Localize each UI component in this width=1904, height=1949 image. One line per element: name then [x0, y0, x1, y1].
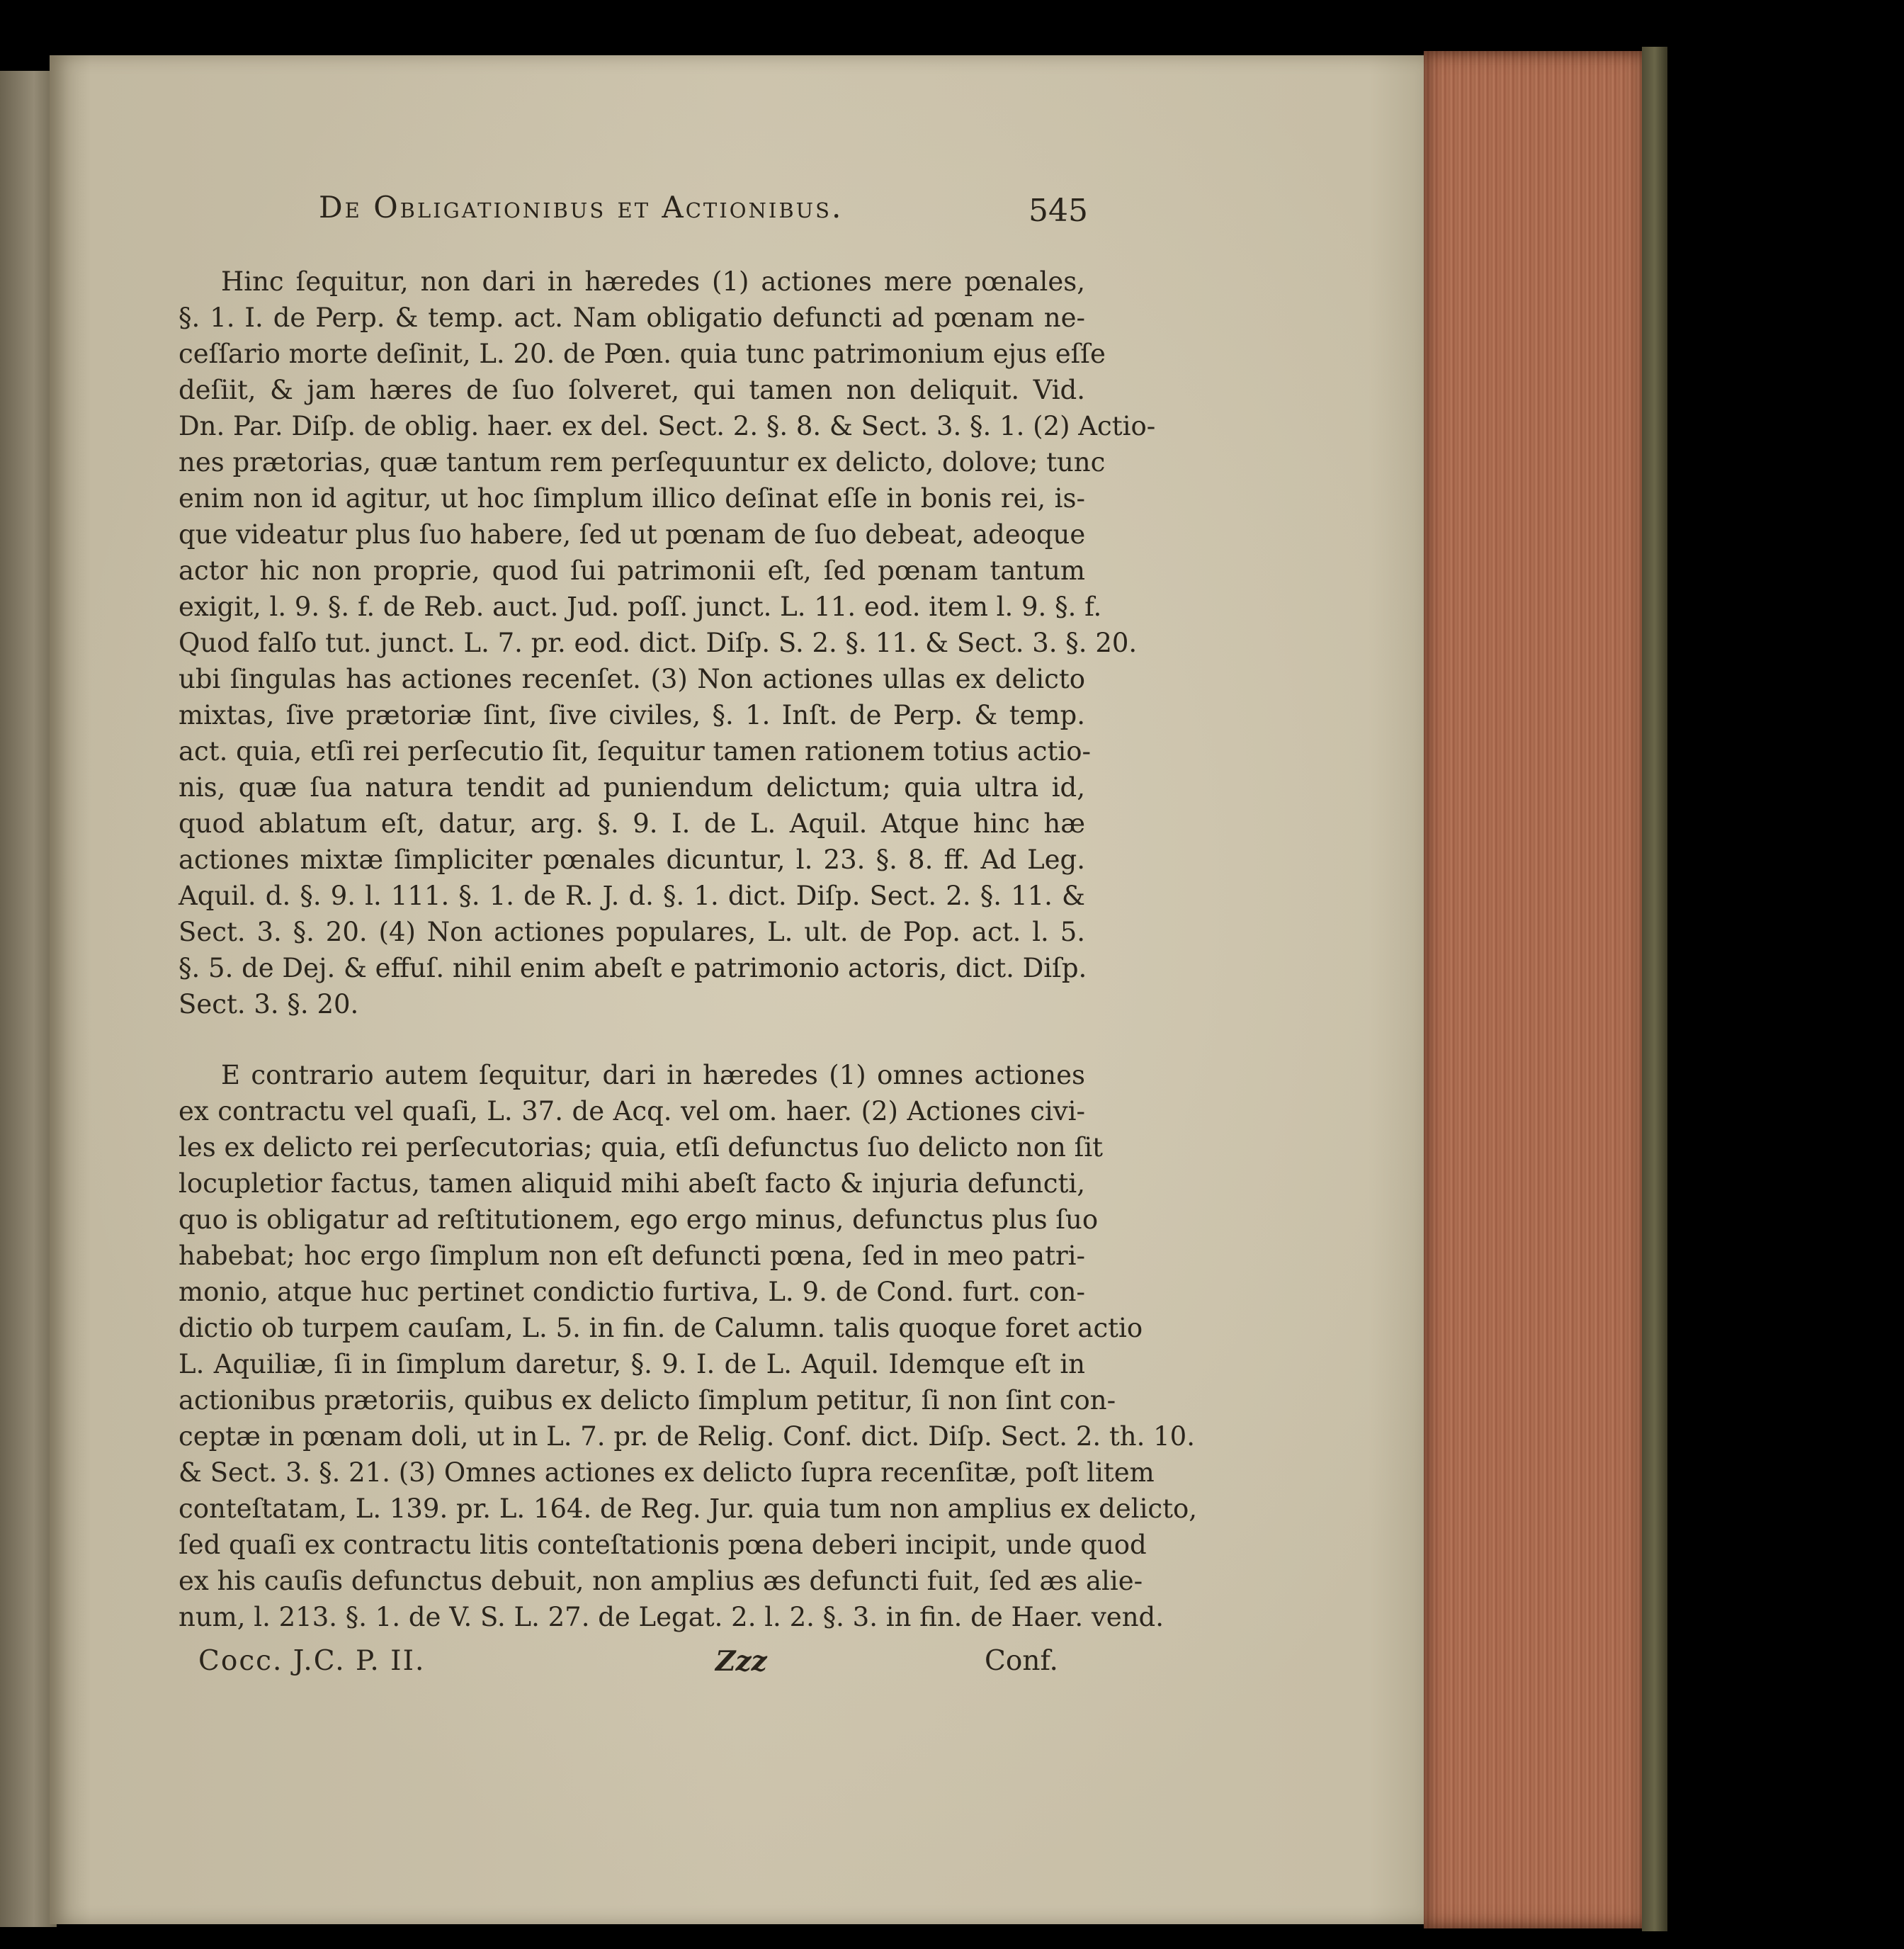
text-line: que videatur plus ſuo habere, ſed ut pœnam de ſuo debeat, adeoque [178, 519, 1086, 550]
text-line: L. Aquiliæ, ſi in ſimplum daretur, §. 9. I. de L. Aquil. Idemque eſt in [178, 1349, 1085, 1379]
book-cover-board [1642, 47, 1667, 1931]
text-line: conteſtatam, L. 139. pr. L. 164. de Reg. Jur. quia tum non amplius ex delicto, [178, 1493, 1198, 1524]
paragraph-1 [178, 264, 1156, 1022]
text-line: Sect. 3. §. 20. (4) Non actiones populares, L. ult. de Pop. act. l. 5. [178, 917, 1085, 947]
text-line: §. 1. I. de Perp. & temp. act. Nam obligatio defuncti ad pœnam ne- [178, 303, 1085, 333]
text-line: actionibus prætoriis, quibus ex delicto ſimplum petitur, ſi non ſint con- [178, 1385, 1116, 1416]
text-line: exigit, l. 9. §. f. de Reb. auct. Jud. poſſ. junct. L. 11. eod. item l. 9. §. f. [178, 592, 1102, 622]
text-line: num, l. 213. §. 1. de V. S. L. 27. de Legat. 2. l. 2. §. 3. in fin. de Haer. vend. [178, 1602, 1164, 1632]
text-line: les ex delicto rei perſecutorias; quia, etſi defunctus ſuo delicto non ſit [178, 1132, 1104, 1163]
text-line: monio, atque huc pertinet condictio furtiva, L. 9. de Cond. furt. con- [178, 1277, 1085, 1307]
text-line: Hinc ſequitur, non dari in hæredes (1) actiones mere pœnales, [221, 266, 1085, 297]
catchword: Conf. [985, 1645, 1058, 1677]
previous-leaf-edge [0, 71, 57, 1927]
signature-mark: Zzz [715, 1645, 767, 1678]
text-line: dictio ob turpem cauſam, L. 5. in fin. de Calumn. talis quoque foret actio [178, 1313, 1143, 1343]
text-line: Quod falſo tut. junct. L. 7. pr. eod. dict. Diſp. S. 2. §. 11. & Sect. 3. §. 20. [178, 628, 1138, 658]
text-line: ubi ſingulas has actiones recenſet. (3) Non actiones ullas ex delicto [178, 664, 1085, 694]
text-line: nis, quæ ſua natura tendit ad puniendum delictum; quia ultra id, [178, 772, 1085, 803]
text-line: actor hic non proprie, quod ſui patrimonii eſt, ſed pœnam tantum [178, 555, 1085, 586]
text-line: act. quia, etſi rei perſecutio ſit, ſequitur tamen rationem totius actio- [178, 736, 1091, 767]
text-line: ſed quaſi ex contractu litis conteſtationis pœna deberi incipit, unde quod [178, 1530, 1147, 1560]
paragraph-2 [178, 1057, 1198, 1635]
text-line: deſiit, & jam hæres de ſuo ſolveret, qui tamen non deliquit. Vid. [178, 375, 1085, 405]
signature-title: Cocc. J.C. P. II. [198, 1645, 426, 1677]
text-line: Aquil. d. §. 9. l. 111. §. 1. de R. J. d. §. 1. dict. Diſp. Sect. 2. §. 11. & [178, 881, 1085, 911]
running-title: De Obligationibus et Actionibus. [319, 190, 844, 225]
text-line: mixtas, ſive prætoriæ ſint, ſive civiles, §. 1. Inſt. de Perp. & temp. [178, 700, 1085, 730]
text-line: & Sect. 3. §. 21. (3) Omnes actiones ex delicto ſupra recenſitæ, poſt litem [178, 1457, 1155, 1488]
text-line: habebat; hoc ergo ſimplum non eſt defuncti pœna, ſed in meo patri- [178, 1241, 1085, 1271]
page-number: 545 [1028, 193, 1088, 229]
text-line: Dn. Par. Diſp. de oblig. haer. ex del. Sect. 2. §. 8. & Sect. 3. §. 1. (2) Actio- [178, 411, 1156, 441]
text-line: E contrario autem ſequitur, dari in hæredes (1) omnes actiones [221, 1060, 1085, 1090]
text-line: ex his cauſis defunctus debuit, non amplius æs defuncti fuit, ſed æs alie- [178, 1566, 1143, 1596]
text-line: quo is obligatur ad reſtitutionem, ego ergo minus, defunctus plus ſuo [178, 1204, 1099, 1235]
text-line: §. 5. de Dej. & effuſ. nihil enim abeſt e patrimonio actoris, dict. Diſp. [178, 953, 1087, 983]
text-line: ceſſario morte deſinit, L. 20. de Pœn. quia tunc patrimonium ejus eſſe [178, 339, 1106, 369]
text-line: ceptæ in pœnam doli, ut in L. 7. pr. de Relig. Conf. dict. Diſp. Sect. 2. th. 10. [178, 1421, 1195, 1452]
text-line: actiones mixtæ ſimpliciter pœnales dicuntur, l. 23. §. 8. ff. Ad Leg. [178, 844, 1085, 875]
text-line: Sect. 3. §. 20. [178, 989, 359, 1019]
text-line: ex contractu vel quaſi, L. 37. de Acq. vel om. haer. (2) Actiones civi- [178, 1096, 1085, 1126]
page-fore-edge [1424, 51, 1658, 1928]
text-line: nes prætorias, quæ tantum rem perſequuntur ex delicto, dolove; tunc [178, 447, 1106, 478]
text-line: locupletior factus, tamen aliquid mihi abeſt facto & injuria defuncti, [178, 1168, 1085, 1199]
text-line: enim non id agitur, ut hoc ſimplum illico deſinat eſſe in bonis rei, is- [178, 483, 1085, 514]
text-line: quod ablatum eſt, datur, arg. §. 9. I. de L. Aquil. Atque hinc hæ [178, 808, 1085, 839]
